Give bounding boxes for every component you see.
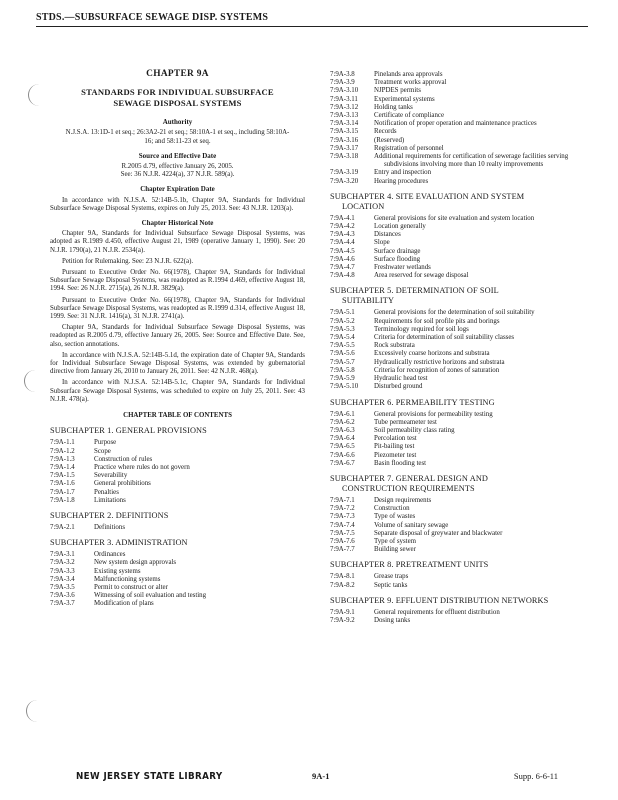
section-number: 7:9A-8.2 [330, 581, 355, 589]
section-title: Purpose [94, 439, 117, 447]
toc-entry [330, 443, 598, 451]
toc-entry [330, 272, 598, 280]
section-title: Basin flooding test [374, 459, 427, 467]
section-title: Construction of rules [94, 455, 153, 463]
section-title: Definitions [94, 523, 126, 531]
section-title: Hearing procedures [374, 177, 429, 185]
section-number: 7:9A-3.8 [330, 71, 355, 78]
section-title: Criteria for determination of soil suitability classes [374, 334, 515, 342]
section-number: 7:9A-3.20 [330, 177, 359, 185]
subchapter-heading-line: SUBCHAPTER 7. GENERAL DESIGN AND [330, 473, 489, 483]
section-title: General prohibitions [94, 480, 151, 488]
toc-entry [50, 551, 305, 559]
section-title: Percolation test [374, 435, 417, 443]
running-header: STDS.—SUBSURFACE SEWAGE DISP. SYSTEMS [36, 12, 588, 27]
toc-entry [330, 309, 598, 317]
section-title: Pit-bailing test [374, 443, 415, 451]
section-number: 7:9A-6.4 [330, 435, 355, 443]
toc-entry [50, 524, 305, 532]
section-title: Hydraulic head test [374, 375, 428, 383]
section-title: Area reserved for sewage disposal [374, 272, 469, 280]
toc-list [50, 524, 305, 532]
section-number: 7:9A-1.8 [50, 496, 75, 504]
section-number: 7:9A-3.19 [330, 169, 359, 177]
toc-entry [330, 383, 598, 391]
toc-entry [330, 112, 598, 120]
section-number: 7:9A-7.3 [330, 513, 355, 521]
section-title: Practice where rules do not govern [94, 463, 190, 471]
chapter-title-line: STANDARDS FOR INDIVIDUAL SUBSURFACE [81, 87, 274, 98]
subchapter-heading [330, 286, 598, 306]
toc-entry [330, 427, 598, 435]
section-number: 7:9A-7.6 [330, 537, 355, 545]
section-number: 7:9A-7.5 [330, 529, 355, 537]
source-line: R.2005 d.79, effective January 26, 2005. [121, 163, 234, 171]
toc-entry [330, 145, 598, 153]
section-number: 7:9A-1.2 [50, 447, 75, 455]
section-title: NJPDES permits [374, 87, 421, 95]
section-title: Hydraulically restrictive horizons and substrata [374, 358, 505, 366]
section-title: Slope [374, 239, 390, 247]
section-number: 7:9A-5.8 [330, 366, 355, 374]
section-title: Building sewer [374, 546, 416, 554]
toc-entry [50, 592, 305, 600]
subchapter-heading-line: CONSTRUCTION REQUIREMENTS [342, 483, 475, 493]
toc-entry [330, 452, 598, 460]
section-title: (Reserved) [374, 136, 405, 144]
toc-entry [330, 617, 598, 625]
section-number: 7:9A-3.4 [50, 575, 75, 583]
subchapter-heading: SUBCHAPTER 8. PRETREATMENT UNITS [330, 560, 489, 570]
section-title: Dosing tanks [374, 616, 411, 624]
source-heading: Source and Effective Date [138, 151, 217, 160]
section-title: Ordinances [94, 551, 126, 559]
toc-entry [50, 576, 305, 584]
toc-entry [330, 264, 598, 272]
toc-entry [330, 215, 598, 223]
section-number: 7:9A-5.6 [330, 350, 355, 358]
section-number: 7:9A-4.6 [330, 255, 355, 263]
toc-entry [330, 71, 598, 79]
subchapter-heading-line: SUITABILITY [342, 296, 395, 306]
section-title: Terminology required for soil logs [374, 325, 469, 333]
toc-heading: CHAPTER TABLE OF CONTENTS [123, 412, 232, 420]
section-number: 7:9A-6.7 [330, 459, 355, 467]
source-line: See: 36 N.J.R. 4224(a), 37 N.J.R. 589(a). [120, 171, 235, 179]
section-title: General provisions for site evaluation and system location [374, 214, 535, 222]
margin-curve-mark [26, 700, 41, 722]
section-title: Certificate of compliance [374, 112, 445, 120]
toc-entry [330, 248, 598, 256]
section-number: 7:9A-1.1 [50, 439, 75, 447]
chapter-title [50, 87, 305, 109]
section-number: 7:9A-2.1 [50, 523, 75, 531]
section-number: 7:9A-1.3 [50, 455, 75, 463]
margin-curve-mark [28, 84, 43, 106]
section-title: General provisions for the determination of soil suitability [374, 309, 535, 317]
toc-entry [330, 326, 598, 334]
toc-entry [330, 79, 598, 87]
section-title: Distances [374, 231, 401, 239]
history-paragraph: Pursuant to Executive Order No. 66(1978), Chapter 9A, Standards for Individual Subsurface Sewage Disposal Systems, was readopted as R.1999 d.314, effective August 18, 1999. See: 31 N.J.R. 1416(a), 31 N.J.R. 2741(a). [50, 296, 305, 321]
toc-list [330, 71, 598, 186]
section-title: Separate disposal of greywater and blackwater [374, 529, 503, 537]
section-number: 7:9A-8.1 [330, 573, 355, 581]
toc-entry [50, 448, 305, 456]
toc-entry [330, 411, 598, 419]
toc-entry [330, 87, 598, 95]
section-title: Location generally [374, 223, 426, 231]
section-title: General provisions for permeability testing [374, 410, 493, 418]
section-title: Experimental systems [374, 95, 435, 103]
section-title: Pinelands area approvals [374, 71, 443, 78]
section-number: 7:9A-3.13 [330, 112, 359, 120]
history-paragraph: Petition for Rulemaking. See: 23 N.J.R. 622(a). [62, 257, 194, 265]
section-title: Existing systems [94, 567, 141, 575]
page-footer [76, 771, 558, 785]
toc-entry [330, 367, 598, 375]
toc-entry [330, 239, 598, 247]
toc-entry [330, 513, 598, 521]
toc-entry [330, 497, 598, 505]
section-title: Tube permeameter test [374, 418, 437, 426]
toc-entry [330, 609, 598, 617]
history-paragraph: In accordance with N.J.S.A. 52:14B-5.1d, the expiration date of Chapter 9A, Standards for Individual Subsurface Sewage Disposal Systems, was extended by gubernatorial directive from January 26, 2010 to January 26, 2011. See: 42 N.J.R. 468(a). [50, 351, 305, 376]
section-number: 7:9A-4.1 [330, 214, 355, 222]
subchapter-heading: SUBCHAPTER 6. PERMEABILITY TESTING [330, 397, 495, 407]
section-title: Requirements for soil profile pits and borings [374, 317, 500, 325]
section-number: 7:9A-4.3 [330, 231, 355, 239]
section-number: 7:9A-3.16 [330, 136, 359, 144]
section-title: Criteria for recognition of zones of saturation [374, 366, 500, 374]
section-number: 7:9A-9.2 [330, 616, 355, 624]
authority-heading: Authority [162, 118, 193, 127]
section-number: 7:9A-7.2 [330, 505, 355, 513]
section-title: Permit to construct or alter [94, 583, 168, 591]
section-title: Construction [374, 505, 410, 513]
section-title: Modification of plans [94, 600, 154, 608]
section-number: 7:9A-3.5 [50, 583, 75, 591]
section-title: Grease traps [374, 573, 409, 581]
section-number: 7:9A-3.7 [50, 600, 75, 608]
toc-entry [50, 472, 305, 480]
toc-entry [330, 318, 598, 326]
toc-entry [50, 497, 305, 505]
section-number: 7:9A-5.5 [330, 342, 355, 350]
section-number: 7:9A-7.1 [330, 496, 355, 504]
toc-entry [50, 600, 305, 608]
section-title: Surface flooding [374, 255, 421, 263]
subchapter-heading [330, 474, 598, 494]
section-title: Soil permeability class rating [374, 426, 455, 434]
toc-list [330, 309, 598, 391]
section-number: 7:9A-3.11 [330, 95, 358, 103]
authority-text: N.J.S.A. 13:1D-1 et seq.; 26:3A2-21 et seq.; 58:10A-1 et seq., including 58:10A-16; and 58:11-23 et seq. [65, 129, 290, 145]
section-number: 7:9A-4.8 [330, 272, 355, 280]
toc-entry [330, 223, 598, 231]
section-title: Holding tanks [374, 103, 413, 111]
toc-list [50, 551, 305, 608]
section-number: 7:9A-4.4 [330, 239, 355, 247]
toc-entry [330, 137, 598, 145]
section-number: 7:9A-3.9 [330, 79, 355, 87]
section-number: 7:9A-4.2 [330, 223, 355, 231]
subchapter-heading-line: SUBCHAPTER 4. SITE EVALUATION AND SYSTEM [330, 191, 525, 201]
section-number: 7:9A-6.2 [330, 418, 355, 426]
section-title: Additional requirements for certification of sewerage facilities serving subdivisions involving more than 10 realty improvements [374, 153, 569, 169]
source-text [64, 163, 291, 179]
subchapter-heading-line: LOCATION [342, 201, 385, 211]
section-number: 7:9A-4.7 [330, 264, 355, 272]
section-number: 7:9A-5.10 [330, 383, 359, 391]
section-title: Witnessing of soil evaluation and testing [94, 592, 207, 600]
section-title: Limitations [94, 496, 126, 504]
section-title: Rock substrata [374, 342, 415, 350]
section-number: 7:9A-1.5 [50, 472, 75, 480]
expiration-heading: Chapter Expiration Date [140, 185, 215, 194]
section-number: 7:9A-4.5 [330, 247, 355, 255]
section-title: New system design approvals [94, 559, 177, 567]
toc-entry [330, 538, 598, 546]
subchapter-heading: SUBCHAPTER 1. GENERAL PROVISIONS [50, 426, 207, 436]
section-number: 7:9A-3.12 [330, 103, 359, 111]
section-title: Records [374, 128, 397, 136]
toc-entry [50, 559, 305, 567]
section-number: 7:9A-1.6 [50, 480, 75, 488]
section-title: Type of wastes [374, 513, 416, 521]
toc-entry [50, 568, 305, 576]
section-title: Penalties [94, 488, 119, 496]
toc-entry [330, 120, 598, 128]
toc-entry [330, 419, 598, 427]
section-title: Disturbed ground [374, 383, 423, 391]
subchapter-heading: SUBCHAPTER 3. ADMINISTRATION [50, 538, 188, 548]
section-number: 7:9A-1.7 [50, 488, 75, 496]
section-number: 7:9A-5.7 [330, 358, 355, 366]
section-title: Malfunctioning systems [94, 575, 161, 583]
toc-entry [330, 460, 598, 468]
section-number: 7:9A-5.4 [330, 334, 355, 342]
toc-entry [330, 178, 598, 186]
toc-entry [330, 530, 598, 538]
section-title: Design requirements [374, 496, 432, 504]
toc-entry [330, 435, 598, 443]
section-number: 7:9A-6.6 [330, 451, 355, 459]
section-number: 7:9A-3.17 [330, 144, 359, 152]
section-title: Type of system [374, 537, 417, 545]
section-number: 7:9A-5.9 [330, 375, 355, 383]
section-title: General requirements for effluent distribution [374, 608, 500, 616]
section-title: Surface drainage [374, 247, 421, 255]
section-number: 7:9A-1.4 [50, 463, 75, 471]
toc-entry [50, 456, 305, 464]
history-paragraph: Chapter 9A, Standards for Individual Subsurface Sewage Disposal Systems, was readopted as R.2005 d.79, effective January 26, 2005. See: Source and Effective Date. See, also, section annotations. [50, 324, 305, 348]
history-heading: Chapter Historical Note [141, 219, 214, 228]
toc-entry [50, 480, 305, 488]
toc-entry [330, 153, 598, 169]
section-number: 7:9A-6.5 [330, 443, 355, 451]
section-number: 7:9A-3.10 [330, 87, 359, 95]
toc-entry [50, 439, 305, 447]
toc-entry [330, 334, 598, 342]
toc-list [330, 411, 598, 468]
toc-entry [330, 505, 598, 513]
toc-entry [330, 359, 598, 367]
section-title: Excessively coarse horizons and substrata [374, 350, 490, 358]
toc-entry [50, 489, 305, 497]
chapter-title-line: SEWAGE DISPOSAL SYSTEMS [113, 98, 242, 109]
section-number: 7:9A-5.1 [330, 309, 355, 317]
toc-entry [330, 104, 598, 112]
toc-entry [330, 96, 598, 104]
toc-list [330, 609, 598, 625]
section-number: 7:9A-6.1 [330, 410, 355, 418]
margin-curve-mark [24, 370, 39, 392]
library-stamp: NEW JERSEY STATE LIBRARY [76, 771, 223, 782]
section-number: 7:9A-3.6 [50, 592, 75, 600]
toc-entry [330, 342, 598, 350]
subchapter-heading-line: SUBCHAPTER 5. DETERMINATION OF SOIL [330, 286, 499, 296]
subchapter-heading: SUBCHAPTER 2. DEFINITIONS [50, 510, 169, 520]
toc-list [330, 215, 598, 281]
toc-entry [330, 375, 598, 383]
section-title: Piezometer test [374, 451, 417, 459]
subchapter-heading [330, 192, 598, 212]
section-number: 7:9A-6.3 [330, 426, 355, 434]
section-title: Severability [94, 472, 128, 480]
toc-list [330, 573, 598, 589]
section-title: Septic tanks [374, 581, 408, 589]
toc-entry [330, 128, 598, 136]
left-column [50, 70, 305, 611]
toc-entry [330, 231, 598, 239]
subchapter-heading: SUBCHAPTER 9. EFFLUENT DISTRIBUTION NETWORKS [330, 595, 549, 605]
section-number: 7:9A-7.7 [330, 546, 355, 554]
section-title: Treatment works approval [374, 79, 447, 87]
section-title: Notification of proper operation and maintenance practices [374, 120, 537, 128]
section-number: 7:9A-3.14 [330, 120, 359, 128]
section-title: Entry and inspection [374, 169, 432, 177]
section-number: 7:9A-3.2 [50, 559, 75, 567]
section-number: 7:9A-5.3 [330, 325, 355, 333]
toc-entry [330, 169, 598, 177]
toc-entry [330, 573, 598, 581]
section-number: 7:9A-3.3 [50, 567, 75, 575]
section-number: 7:9A-3.18 [330, 153, 359, 161]
toc-list [50, 439, 305, 505]
history-paragraph: Pursuant to Executive Order No. 66(1978), Chapter 9A, Standards for Individual Subsurface Sewage Disposal Systems, was readopted as R.1994 d.469, effective August 18, 1994. See: 26 N.J.R. 2715(a), 26 N.J.R. 3829(a). [50, 269, 305, 293]
supplement-date: Supp. 6-6-11 [513, 771, 558, 781]
chapter-number: CHAPTER 9A [146, 69, 209, 79]
toc-entry [330, 582, 598, 590]
expiration-text: In accordance with N.J.S.A. 52:14B-5.1b, Chapter 9A, Standards for Individual Subsurface Sewage Disposal Systems, expires on July 25, 2013. See: 43 N.J.R. 1203(a). [50, 196, 305, 212]
section-title: Freshwater wetlands [374, 264, 431, 272]
history-paragraph: Chapter 9A, Standards for Individual Subsurface Sewage Disposal Systems, was adopted as R.1989 d.450, effective August 21, 1989 (operative January 1, 1990). See: 20 N.J.R. 1790(a), 21 N.J.R. 2534(a). [50, 230, 305, 254]
toc-entry [330, 350, 598, 358]
toc-entry [50, 464, 305, 472]
section-title: Registration of personnel [374, 144, 444, 152]
section-number: 7:9A-9.1 [330, 608, 355, 616]
toc-entry [330, 256, 598, 264]
page-number: 9A-1 [312, 771, 330, 781]
history-paragraph: In accordance with N.J.S.A. 52:14B-5.1c, Chapter 9A, Standards for Individual Subsurface Sewage Disposal Systems, was scheduled to expire on July 25, 2011. See: 43 N.J.R. 478(a). [50, 379, 305, 403]
toc-entry [330, 546, 598, 554]
section-title: Scope [94, 447, 111, 455]
section-number: 7:9A-7.4 [330, 521, 355, 529]
toc-list [330, 497, 598, 554]
section-number: 7:9A-3.15 [330, 128, 359, 136]
toc-entry [50, 584, 305, 592]
section-number: 7:9A-3.1 [50, 551, 75, 559]
toc-entry [330, 522, 598, 530]
section-title: Volume of sanitary sewage [374, 521, 449, 529]
section-number: 7:9A-5.2 [330, 317, 355, 325]
right-column [330, 71, 598, 627]
